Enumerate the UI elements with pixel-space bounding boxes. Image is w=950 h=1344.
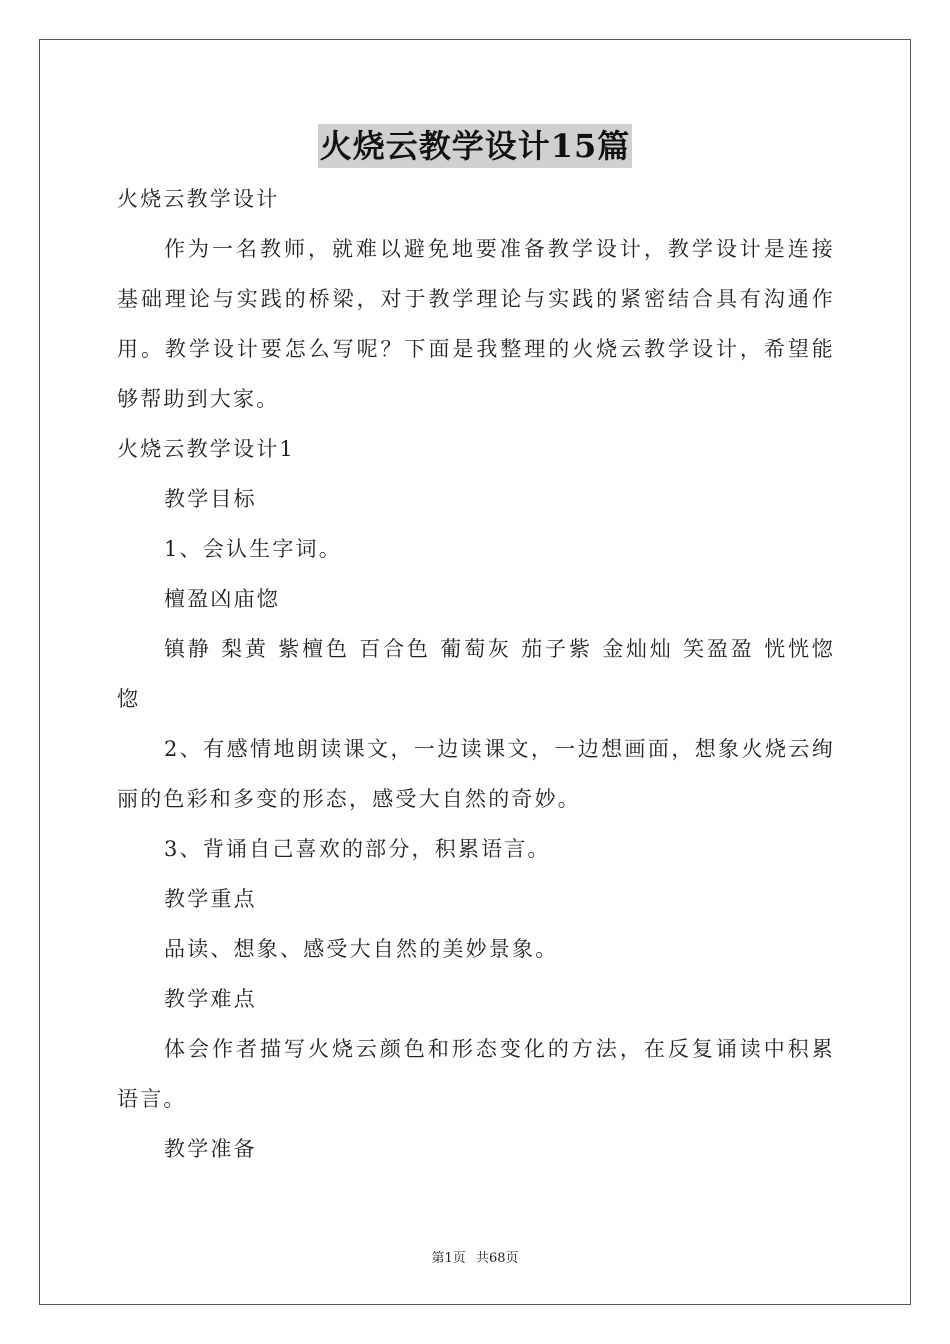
paragraph: 体会作者描写火烧云颜色和形态变化的方法，在反复诵读中积累语言。 bbox=[117, 1037, 835, 1111]
paragraph: 教学目标 bbox=[164, 487, 257, 511]
page-footer bbox=[0, 1247, 950, 1266]
paragraph: 教学重点 bbox=[164, 887, 257, 911]
document-title: 火烧云教学设计15篇 bbox=[318, 124, 633, 168]
title-wrap bbox=[0, 124, 950, 168]
page-number: 第1页 bbox=[431, 1251, 466, 1266]
paragraph: 2、有感情地朗读课文，一边读课文，一边想画面，想象火烧云绚丽的色彩和多变的形态，感受大自然的奇妙。 bbox=[117, 737, 835, 811]
paragraph: 火烧云教学设计1 bbox=[117, 437, 295, 461]
paragraph: 教学难点 bbox=[164, 987, 257, 1011]
paragraph: 品读、想象、感受大自然的美妙景象。 bbox=[164, 937, 559, 961]
page-total: 共68页 bbox=[475, 1251, 519, 1266]
paragraph: 火烧云教学设计 bbox=[117, 187, 280, 211]
paragraph: 镇静 梨黄 紫檀色 百合色 葡萄灰 茄子紫 金灿灿 笑盈盈 恍恍惚惚 bbox=[117, 637, 835, 711]
paragraph: 3、背诵自己喜欢的部分，积累语言。 bbox=[164, 837, 551, 861]
paragraph: 作为一名教师，就难以避免地要准备教学设计，教学设计是连接基础理论与实践的桥梁，对于教学理论与实践的紧密结合具有沟通作用。教学设计要怎么写呢？下面是我整理的火烧云教学设计，希望能够帮助到大家。 bbox=[117, 237, 835, 411]
paragraph: 1、会认生字词。 bbox=[164, 537, 342, 561]
paragraph: 教学准备 bbox=[164, 1137, 257, 1161]
document-body bbox=[117, 174, 835, 1174]
paragraph: 檀盈凶庙惚 bbox=[164, 587, 280, 611]
